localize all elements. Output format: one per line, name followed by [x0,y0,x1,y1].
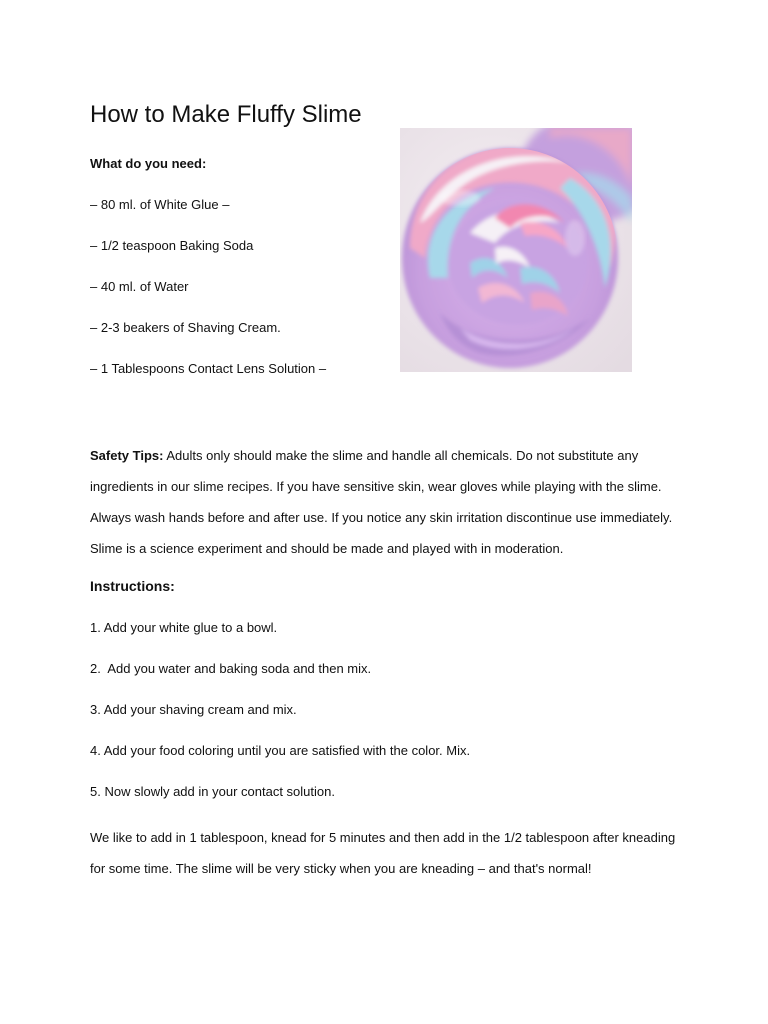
ingredient-item: – 2-3 beakers of Shaving Cream. [90,320,281,335]
instruction-step: 4. Add your food coloring until you are satisfied with the color. Mix. [90,743,471,758]
ingredient-item: – 1 Tablespoons Contact Lens Solution – [90,361,327,376]
ingredients-heading: What do you need: [90,156,207,171]
instruction-step: 3. Add your shaving cream and mix. [90,702,297,717]
safety-tips-paragraph [90,440,690,564]
instruction-steps-list [90,619,470,824]
instructions-heading: Instructions: [90,578,175,594]
closing-paragraph: We like to add in 1 tablespoon, knead for 5 minutes and then add in the 1/2 tablespoon after kneading for some time. The slime will be very sticky when you are kneading – and that's normal! [90,830,676,876]
instruction-step: 1. Add your white glue to a bowl. [90,620,278,635]
fluffy-slime-photo [400,128,632,372]
instruction-step: 5. Now slowly add in your contact solution. [90,784,335,799]
ingredient-item: – 1/2 teaspoon Baking Soda [90,238,254,253]
ingredient-item: – 40 ml. of Water [90,279,189,294]
safety-tips-text: Adults only should make the slime and handle all chemicals. Do not substitute any ingredients in our slime recipes. If you have sensitive skin, wear gloves while playing with the slime. Always wash hands before and after use. If you notice any skin irritation discontinue use immediately. Slime is a science experiment and should be made and played with in moderation. [90,448,673,556]
ingredient-item: – 80 ml. of White Glue – [90,197,230,212]
safety-tips-label: Safety Tips: [90,448,164,463]
page-title: How to Make Fluffy Slime [90,101,362,128]
ingredients-list [90,196,326,401]
instruction-step: 2. Add you water and baking soda and then mix. [90,661,372,676]
